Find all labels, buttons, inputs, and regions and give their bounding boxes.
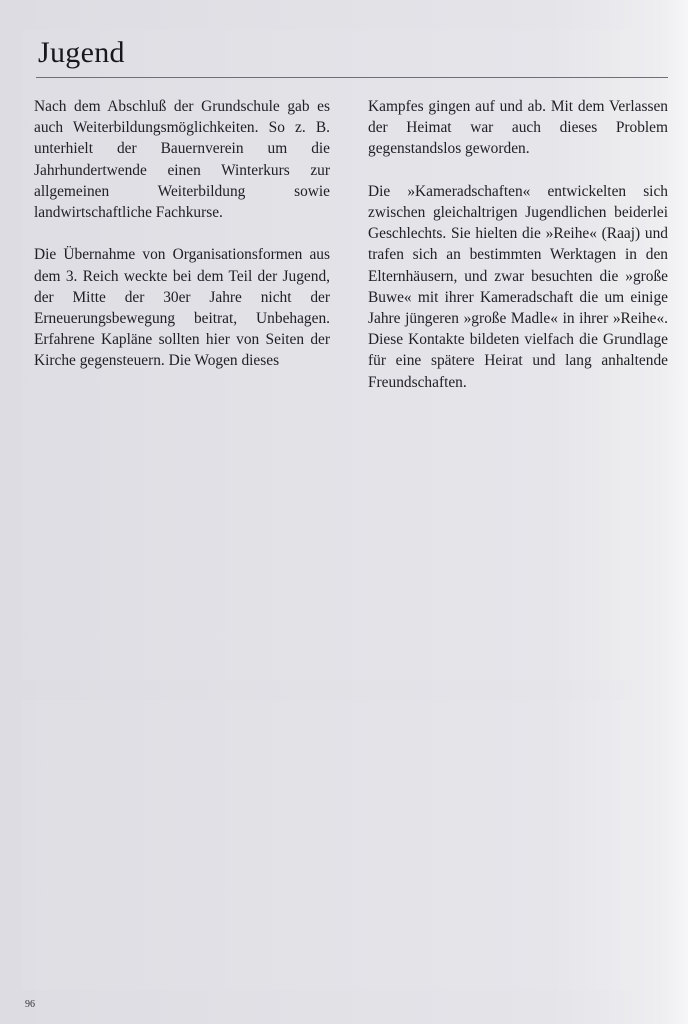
paragraph: Nach dem Abschluß der Grundschule gab es auch Weiterbildungsmöglichkeiten. So z. B. unterhielt der Bauernverein um die Jahrhundertwende einen Winterkurs zur allgemeinen Weiterbildung sowie landwirtschaftliche Fachkurse.	[34, 98, 330, 222]
chapter-title: Jugend	[38, 36, 125, 69]
page-number: 96	[25, 999, 35, 1010]
text-column-right	[368, 96, 668, 393]
paragraph: Kampfes gingen auf und ab. Mit dem Verlassen der Heimat war auch dieses Problem gegenstandslos geworden.	[368, 98, 668, 158]
title-rule	[36, 77, 668, 78]
text-column-left	[34, 96, 330, 372]
paragraph: Die Übernahme von Organisationsformen aus dem 3. Reich weckte bei dem Teil der Jugend, der Mitte der 30er Jahre nicht der Erneuerungsbewegung beitrat, Unbehagen. Erfahrene Kapläne sollten hier von Seiten der Kirche gegensteuern. Die Wogen dieses	[34, 246, 330, 370]
paragraph: Die »Kameradschaften« entwickelten sich zwischen gleichaltrigen Jugendlichen beiderlei Geschlechts. Sie hielten die »Reihe« (Raaj) und trafen sich an bestimmten Werktagen in den Elternhäusern, und zwar besuchten die »große Buwe« mit ihrer Kameradschaft die um einige Jahre jüngeren »große Madle« in ihrer »Reihe«. Diese Kontakte bildeten vielfach die Grundlage für eine spätere Heirat und lang anhaltende Freundschaften.	[368, 182, 668, 391]
